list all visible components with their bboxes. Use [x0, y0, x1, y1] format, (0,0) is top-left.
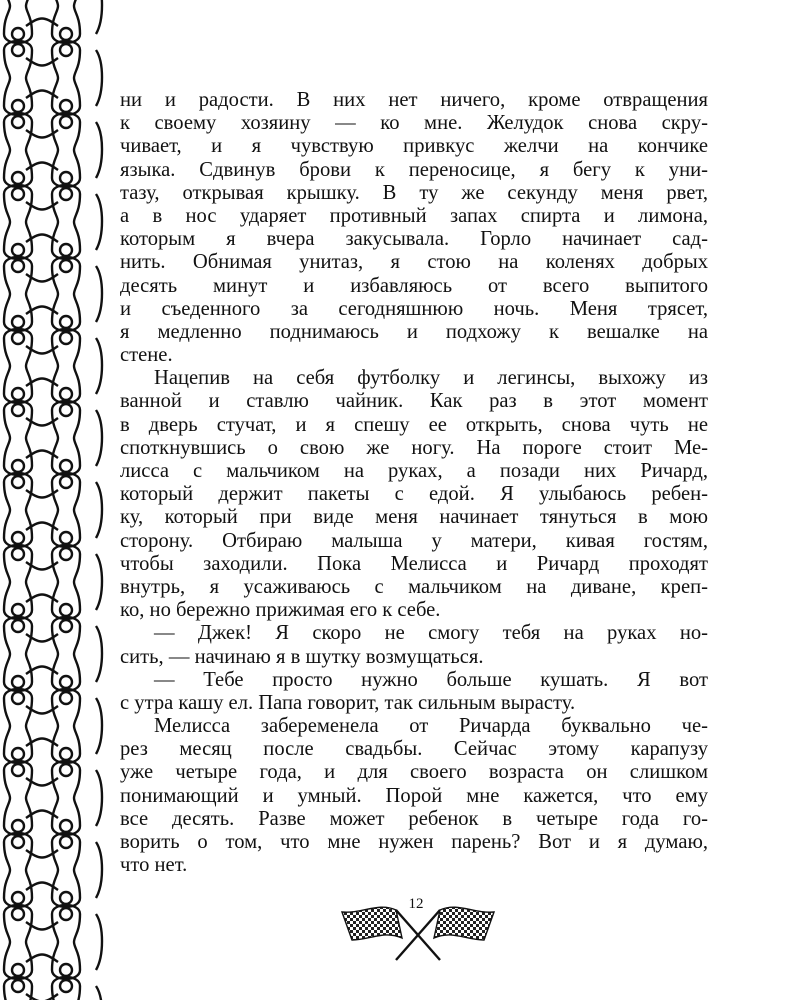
- chain-link: [4, 113, 32, 187]
- chain-rivet: [12, 820, 24, 832]
- chain-link: [52, 473, 80, 547]
- text-line: и съеденного за сегодняшнюю ночь. Меня трясет,: [120, 297, 708, 320]
- chain-link: [52, 329, 80, 403]
- text-line: все десять. Разве может ребенок в четыре года го-: [120, 807, 708, 830]
- text-line: тазу, открывая крышку. В ту же секунду меня рвет,: [120, 181, 708, 204]
- body-text: [120, 89, 708, 877]
- chain-rivet: [60, 764, 72, 776]
- chain-link: [4, 473, 32, 547]
- chain-rivet: [12, 172, 24, 184]
- chain-rivet: [60, 604, 72, 616]
- chain-edge: [96, 698, 102, 754]
- chain-edge: [96, 986, 102, 1000]
- chain-link: [52, 41, 80, 115]
- text-line: ку, который при виде меня начинает тянуться в мою: [120, 506, 708, 529]
- chain-link: [52, 0, 80, 43]
- text-line: понимающий и умный. Порой мне кажется, что ему: [120, 784, 708, 807]
- text-line: уже четыре года, и для своего возраста он слишком: [120, 761, 708, 784]
- chain-edge: [96, 914, 102, 970]
- chain-link: [4, 833, 32, 907]
- chain-link: [4, 329, 32, 403]
- chain-link: [52, 185, 80, 259]
- chain-rivet: [12, 260, 24, 272]
- text-line: ко, но бережно прижимая его к себе.: [120, 599, 441, 622]
- text-line: ванной и ставлю чайник. Как раз в этот момент: [120, 390, 708, 413]
- chain-link: [52, 401, 80, 475]
- chain-rivet: [12, 676, 24, 688]
- chain-rivet: [60, 100, 72, 112]
- text-line: Мелисса забеременела от Ричарда буквально че-: [154, 715, 708, 738]
- chain-rivet: [60, 28, 72, 40]
- chain-rivet: [60, 332, 72, 344]
- chain-link: [4, 905, 32, 979]
- text-line: ворить о том, что мне нужен парень? Вот и я думаю,: [120, 831, 708, 853]
- page-number: 12: [408, 896, 424, 912]
- chain-rivet: [60, 964, 72, 976]
- chain-link: [52, 689, 80, 763]
- chain-link: [52, 833, 80, 907]
- chain-rivet: [60, 116, 72, 128]
- chain-link: [52, 761, 80, 835]
- chain-rivet: [60, 460, 72, 472]
- text-line: внутрь, я усаживаюсь с мальчиком на диване, креп-: [120, 575, 708, 598]
- chain-rivet: [12, 28, 24, 40]
- text-line: лисса с мальчиком на руках, а позади них Ричард,: [120, 460, 708, 482]
- chain-rivet: [60, 260, 72, 272]
- text-line: десять минут и избавляюсь от всего выпитого: [120, 274, 708, 297]
- chain-edge: [96, 50, 102, 106]
- chain-edge: [96, 842, 102, 898]
- chain-rivet: [60, 476, 72, 488]
- chain-rivet: [12, 100, 24, 112]
- chain-rivet: [12, 460, 24, 472]
- text-line: языка. Сдвинув брови к переносице, я бегу к уни-: [120, 158, 708, 181]
- chain-link: [4, 401, 32, 475]
- chain-rivet: [12, 748, 24, 760]
- chain-rivet: [12, 316, 24, 328]
- chain-rivet: [12, 548, 24, 560]
- text-line: что нет.: [120, 854, 188, 877]
- text-line: нить. Обнимая унитаз, я стою на коленях добрых: [120, 251, 708, 274]
- chain-rivet: [12, 188, 24, 200]
- chain-rivet: [12, 620, 24, 632]
- text-line: в дверь стучат, и я спешу ее открыть, снова чуть не: [120, 413, 708, 436]
- text-line: ни и радости. В них нет ничего, кроме отвращения: [120, 89, 708, 111]
- chain-rivet: [60, 188, 72, 200]
- chain-edge: [96, 266, 102, 322]
- chain-rivet: [60, 676, 72, 688]
- chain-rivet: [12, 836, 24, 848]
- chain-rivet: [12, 244, 24, 256]
- chain-link: [52, 905, 80, 979]
- text-line: рез месяц после свадьбы. Сейчас этому карапузу: [120, 738, 708, 761]
- chain-rivet: [60, 548, 72, 560]
- chain-rivet: [60, 244, 72, 256]
- text-line: а в нос ударяет противный запах спирта и лимона,: [120, 204, 708, 227]
- text-line: я медленно поднимаюсь и подхожу к вешалке на: [120, 320, 708, 343]
- chain-rivet: [60, 316, 72, 328]
- chain-rivet: [12, 388, 24, 400]
- chain-edge: [96, 482, 102, 538]
- text-line: споткнувшись о свою же ногу. На пороге стоит Ме-: [120, 436, 708, 459]
- chain-rivet: [60, 908, 72, 920]
- chain-rivet: [60, 892, 72, 904]
- chain-rivet: [60, 44, 72, 56]
- chain-plate: [26, 0, 58, 26]
- chain-rivet: [60, 980, 72, 992]
- chain-edge: [96, 770, 102, 826]
- text-line: который держит пакеты с едой. Я улыбаюсь ребен-: [120, 483, 708, 506]
- chain-rivet: [60, 532, 72, 544]
- chain-edge: [96, 0, 102, 34]
- chain-link: [4, 185, 32, 259]
- chain-rivet: [12, 692, 24, 704]
- chain-rivet: [12, 332, 24, 344]
- chain-rivet: [60, 748, 72, 760]
- chain-rivet: [12, 476, 24, 488]
- chain-rivet: [60, 620, 72, 632]
- text-line: с утра кашу ел. Папа говорит, так сильным вырасту.: [120, 691, 576, 714]
- chain-edge: [96, 410, 102, 466]
- text-line: сить, — начинаю я в шутку возмущаться.: [120, 645, 484, 668]
- text-line: чтобы заходили. Пока Мелисса и Ричард проходят: [120, 552, 708, 575]
- chain-rivet: [12, 44, 24, 56]
- chain-link: [4, 41, 32, 115]
- text-line: чивает, и я чувствую привкус желчи на кончике: [120, 135, 708, 158]
- chain-rivet: [12, 404, 24, 416]
- chain-edge: [96, 194, 102, 250]
- chain-rivet: [12, 892, 24, 904]
- chain-link: [4, 689, 32, 763]
- text-line: Нацепив на себя футболку и легинсы, выхожу из: [154, 367, 708, 390]
- chain-edge: [96, 122, 102, 178]
- chain-rivet: [12, 908, 24, 920]
- chain-link: [4, 0, 32, 43]
- chain-edge: [96, 626, 102, 682]
- chain-rivet: [60, 172, 72, 184]
- chain-link: [4, 257, 32, 331]
- chain-rivet: [12, 764, 24, 776]
- chain-edge: [96, 554, 102, 610]
- chain-rivet: [60, 388, 72, 400]
- chain-rivet: [12, 116, 24, 128]
- chain-rivet: [12, 980, 24, 992]
- chain-rivet: [12, 604, 24, 616]
- text-line: — Джек! Я скоро не смогу тебя на руках но-: [154, 622, 708, 645]
- text-line: к своему хозяину — ко мне. Желудок снова скру-: [120, 112, 708, 135]
- text-line: которым я вчера закусывала. Горло начинает сад-: [120, 228, 708, 251]
- chain-link: [4, 617, 32, 691]
- chain-rivet: [60, 404, 72, 416]
- chain-link: [4, 545, 32, 619]
- chain-link: [52, 617, 80, 691]
- chain-edge: [96, 338, 102, 394]
- chain-link: [52, 113, 80, 187]
- chain-rivet: [12, 532, 24, 544]
- crossed-checkered-flags-icon: [338, 900, 498, 964]
- chain-link: [52, 257, 80, 331]
- text-line: стене.: [120, 344, 173, 367]
- chain-rivet: [60, 820, 72, 832]
- text-line: сторону. Отбираю малыша у матери, кивая гостям,: [120, 529, 708, 552]
- chain-rivet: [60, 836, 72, 848]
- chain-rivet: [60, 692, 72, 704]
- chain-rivet: [12, 964, 24, 976]
- chain-link: [4, 761, 32, 835]
- text-line: — Тебе просто нужно больше кушать. Я вот: [154, 668, 708, 691]
- chain-link: [52, 545, 80, 619]
- chain-border-decoration: [0, 0, 105, 1000]
